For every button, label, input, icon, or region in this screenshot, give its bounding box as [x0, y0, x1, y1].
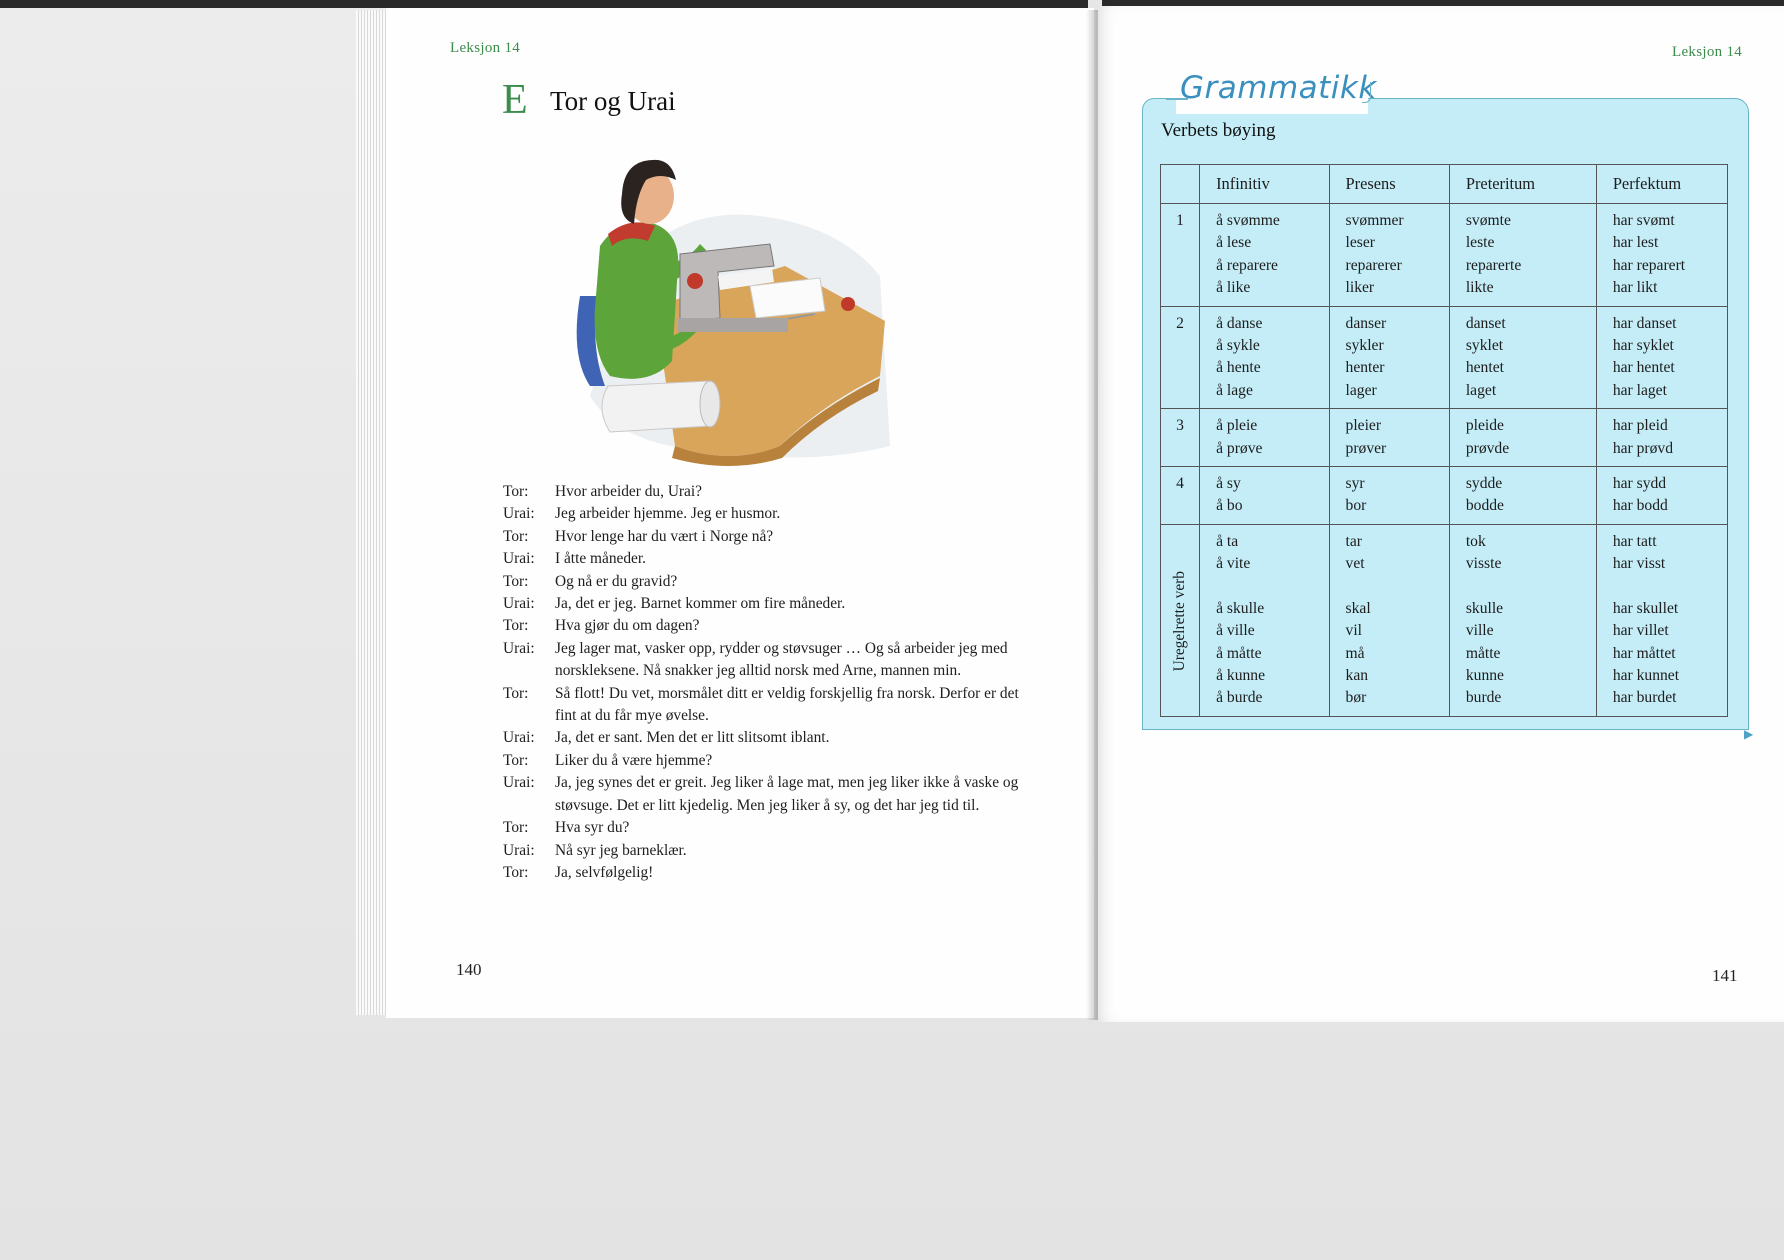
line-text: Ja, jeg synes det er greit. Jeg liker å lage mat, men jeg liker ikke å vaske og støvsuge. Det er litt kjedelig. Men jeg liker å sy, og det har jeg tid til.: [555, 774, 1019, 814]
verb-form: å pleie: [1216, 417, 1258, 435]
grammar-bracket: [1362, 82, 1371, 103]
dialogue-line: [503, 548, 1023, 570]
table-row: [1161, 467, 1728, 525]
preteritum-cell: [1449, 306, 1596, 409]
verb-form: skal: [1345, 599, 1371, 617]
verb-form: å ta: [1216, 532, 1239, 550]
dialogue-line: [503, 840, 1023, 862]
verb-form: har hentet: [1612, 359, 1675, 377]
verb-form: å like: [1216, 279, 1251, 297]
verb-form: visste: [1465, 555, 1502, 573]
speaker: Urai:: [503, 550, 535, 568]
dialogue: [503, 481, 1023, 884]
verb-form: å sy: [1216, 475, 1241, 493]
verb-form: tok: [1465, 532, 1486, 550]
table-row: [1161, 524, 1728, 716]
spacer: [1216, 576, 1318, 598]
verb-form: burde: [1465, 689, 1502, 707]
verb-form: å måtte: [1216, 644, 1262, 662]
line-text: Jeg arbeider hjemme. Jeg er husmor.: [555, 505, 781, 523]
spacer: [1466, 576, 1586, 598]
verb-form: å sykle: [1216, 337, 1260, 355]
verb-form: har danset: [1612, 314, 1677, 332]
verb-form: å burde: [1216, 689, 1263, 707]
dialogue-line: [503, 593, 1023, 615]
speaker: Tor:: [503, 527, 529, 545]
perfektum-cell: [1596, 306, 1727, 409]
verb-form: har måttet: [1612, 644, 1676, 662]
dialogue-line: [503, 638, 1023, 683]
group-label-cell: [1161, 524, 1200, 716]
table-row: [1161, 409, 1728, 467]
verb-form: liker: [1345, 279, 1375, 297]
verb-form: har burdet: [1612, 689, 1677, 707]
verb-form: bodde: [1465, 497, 1504, 515]
perfektum-cell: [1596, 204, 1727, 307]
verb-form: har svømt: [1612, 212, 1675, 229]
verb-form: lager: [1345, 381, 1377, 399]
speaker: Urai:: [503, 841, 535, 859]
line-text: Ja, det er sant. Men det er litt slitsomt iblant.: [555, 729, 830, 747]
verb-form: pleier: [1345, 417, 1382, 435]
group-label: 1: [1161, 204, 1200, 307]
verb-form: å hente: [1216, 359, 1261, 377]
speaker: Tor:: [503, 572, 529, 590]
verb-form: bør: [1345, 689, 1367, 707]
verb-form: svømte: [1465, 212, 1511, 229]
verb-form: ville: [1465, 622, 1494, 640]
verb-form: danser: [1345, 314, 1387, 332]
verb-form: å danse: [1216, 314, 1263, 332]
verb-form: har likt: [1612, 279, 1658, 297]
presens-cell: [1329, 409, 1449, 467]
header-presens: Presens: [1329, 165, 1449, 204]
verb-form: leser: [1345, 234, 1375, 252]
group-label: 3: [1161, 409, 1200, 467]
verb-form: prøver: [1345, 439, 1387, 457]
verb-form: må: [1345, 644, 1365, 662]
verb-form: vil: [1345, 622, 1362, 640]
presens-cell: [1329, 306, 1449, 409]
verb-form: svømmer: [1345, 212, 1404, 229]
verb-form: danset: [1465, 314, 1506, 332]
preteritum-cell: [1449, 409, 1596, 467]
presens-cell: [1329, 467, 1449, 525]
speaker: Tor:: [503, 483, 529, 500]
verb-form: leste: [1465, 234, 1495, 252]
line-text: Jeg lager mat, vasker opp, rydder og støvsuger … Og så arbeider jeg med norskleksene. Nå snakker jeg alltid norsk med Arne, mannen min.: [555, 639, 1008, 680]
verb-form: å reparere: [1216, 256, 1278, 274]
verb-form: bor: [1345, 497, 1367, 515]
verb-conjugation-table: [1160, 164, 1728, 717]
verb-form: har pleid: [1612, 417, 1668, 435]
grammar-subtitle: Verbets bøying: [1161, 120, 1276, 141]
left-running-head: Leksjon 14: [450, 40, 521, 56]
line-text: Liker du å være hjemme?: [555, 751, 713, 769]
infinitiv-cell: [1200, 524, 1329, 716]
verb-form: hentet: [1465, 359, 1504, 377]
perfektum-cell: [1596, 467, 1727, 525]
verb-form: syklet: [1465, 337, 1504, 355]
verb-form: laget: [1465, 381, 1497, 399]
line-text: Nå syr jeg barneklær.: [555, 841, 687, 859]
speaker: Urai:: [503, 639, 535, 657]
line-text: Og nå er du gravid?: [555, 572, 678, 590]
header-infinitiv: Infinitiv: [1200, 165, 1329, 204]
verb-form: pleide: [1465, 417, 1504, 435]
verb-form: henter: [1345, 359, 1385, 377]
verb-form: å kunne: [1216, 666, 1266, 684]
preteritum-cell: [1449, 524, 1596, 716]
line-text: Ja, det er jeg. Barnet kommer om fire måneder.: [555, 595, 846, 613]
infinitiv-cell: [1200, 409, 1329, 467]
irregular-verbs-label: Uregelrette verb: [1170, 570, 1188, 672]
speaker: Tor:: [503, 617, 529, 635]
verb-form: har laget: [1612, 381, 1667, 399]
dialogue-line: [503, 817, 1023, 839]
verb-form: å bo: [1216, 497, 1243, 515]
dialogue-line: [503, 526, 1023, 548]
verb-form: reparerer: [1345, 256, 1402, 274]
verb-form: har reparert: [1612, 256, 1686, 274]
verb-form: tar: [1345, 532, 1362, 550]
infinitiv-cell: [1200, 467, 1329, 525]
group-label: 4: [1161, 467, 1200, 525]
infinitiv-cell: [1200, 306, 1329, 409]
left-page-number: 140: [456, 960, 482, 979]
perfektum-cell: [1596, 524, 1727, 716]
verb-form: har syklet: [1612, 337, 1674, 355]
verb-form: har skullet: [1612, 599, 1679, 617]
speaker: Urai:: [503, 505, 535, 523]
verb-form: å vite: [1216, 555, 1251, 573]
verb-form: prøvde: [1465, 439, 1510, 457]
header-perfektum: Perfektum: [1596, 165, 1727, 204]
table-header-row: [1161, 165, 1728, 204]
preteritum-cell: [1449, 204, 1596, 307]
speaker: Tor:: [503, 684, 529, 702]
speaker: Tor:: [503, 751, 529, 769]
dialogue-line: [503, 727, 1023, 749]
verb-form: å ville: [1216, 622, 1255, 640]
verb-form: har lest: [1612, 234, 1659, 252]
preteritum-cell: [1449, 467, 1596, 525]
dialogue-line: [503, 571, 1023, 593]
verb-form: å lese: [1216, 234, 1252, 252]
right-page-number: 141: [1712, 966, 1738, 985]
verb-form: måtte: [1465, 644, 1501, 662]
dialogue-line: [503, 750, 1023, 772]
infinitiv-cell: [1200, 204, 1329, 307]
perfektum-cell: [1596, 409, 1727, 467]
verb-form: har kunnet: [1612, 666, 1680, 684]
section-letter: E: [502, 77, 528, 123]
dialogue-line: [503, 503, 1023, 525]
verb-form: har visst: [1612, 555, 1666, 573]
right-running-head: Leksjon 14: [1672, 44, 1743, 60]
section-title: Tor og Urai: [550, 86, 676, 116]
verb-form: har prøvd: [1612, 439, 1674, 457]
verb-form: kunne: [1465, 666, 1504, 684]
verb-form: kan: [1345, 666, 1369, 684]
dialogue-line: [503, 481, 1023, 503]
speaker: Urai:: [503, 729, 535, 747]
verb-form: har tatt: [1612, 532, 1657, 550]
presens-cell: [1329, 204, 1449, 307]
verb-form: å prøve: [1216, 439, 1263, 457]
header-preteritum: Preteritum: [1449, 165, 1596, 204]
spacer: [1613, 576, 1717, 598]
verb-form: å skulle: [1216, 599, 1265, 617]
header-blank: [1161, 165, 1200, 204]
woman-sewing-machine-icon: [560, 146, 890, 466]
line-text: Hva syr du?: [555, 819, 630, 837]
verb-form: har bodd: [1612, 497, 1668, 515]
verb-form: vet: [1345, 555, 1365, 573]
verb-form: har sydd: [1612, 475, 1667, 493]
grammar-title: Grammatikk: [1180, 70, 1377, 106]
verb-form: har villet: [1612, 622, 1669, 640]
verb-form: syr: [1345, 475, 1365, 493]
speaker: Tor:: [503, 819, 529, 837]
speaker: Urai:: [503, 595, 535, 613]
line-text: Hva gjør du om dagen?: [555, 617, 700, 635]
line-text: Hvor arbeider du, Urai?: [555, 483, 703, 500]
verb-form: sydde: [1465, 475, 1503, 493]
speaker: Tor:: [503, 863, 529, 881]
table-row: [1161, 306, 1728, 409]
dialogue-line: [503, 772, 1023, 817]
verb-form: å lage: [1216, 381, 1253, 399]
dialogue-line: [503, 683, 1023, 728]
verb-form: reparerte: [1465, 256, 1522, 274]
verb-form: sykler: [1345, 337, 1384, 355]
presens-cell: [1329, 524, 1449, 716]
table-row: [1161, 204, 1728, 307]
dialogue-line: [503, 862, 1023, 884]
verb-form: å svømme: [1216, 212, 1280, 229]
speaker: Urai:: [503, 774, 535, 792]
dialogue-line: [503, 615, 1023, 637]
verb-form: skulle: [1465, 599, 1504, 617]
verb-form: likte: [1465, 279, 1494, 297]
spacer: [1346, 576, 1439, 598]
group-label: 2: [1161, 306, 1200, 409]
arrow-right-icon: ▶: [1744, 727, 1754, 741]
line-text: Hvor lenge har du vært i Norge nå?: [555, 527, 774, 545]
line-text: I åtte måneder.: [555, 550, 647, 568]
line-text: Så flott! Du vet, morsmålet ditt er veldig forskjellig fra norsk. Derfor er det fint at du får mye øvelse.: [555, 684, 1019, 725]
line-text: Ja, selvfølgelig!: [555, 863, 654, 881]
